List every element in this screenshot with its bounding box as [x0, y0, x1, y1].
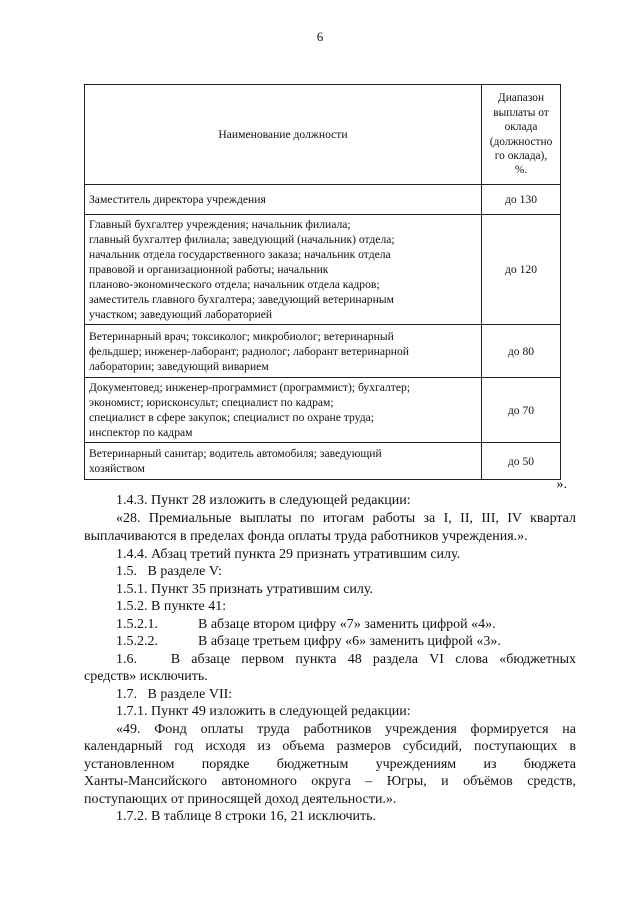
- table-row: [85, 185, 561, 215]
- position-name-line: хозяйством: [89, 462, 145, 475]
- page-number: 6: [316, 29, 324, 44]
- paragraph-1-5: 1.5. В разделе V:: [116, 564, 222, 579]
- header-position-name: Наименование должности: [85, 85, 482, 185]
- payment-range-cell: до 80: [482, 325, 561, 378]
- position-name-line: правовой и организационной работы; начальник: [89, 263, 329, 276]
- position-name-cell: [85, 325, 482, 378]
- position-name-line: участком; заведующий лабораторией: [89, 308, 273, 321]
- paragraph-1-7-1: 1.7.1. Пункт 49 изложить в следующей редакции:: [116, 704, 411, 719]
- position-name-line: специалист в сфере закупок; специалист по охране труда;: [89, 411, 374, 424]
- position-name-line: планово-экономического отдела; начальник отдела кадров;: [89, 278, 380, 291]
- paragraph-28-line-2: выплачиваются в пределах фонда оплаты труда работников учреждения.».: [84, 529, 528, 544]
- header-range-line: выплаты от: [493, 106, 549, 119]
- item-number: 1.5.2.1.: [116, 617, 158, 632]
- position-name-cell: [85, 443, 482, 480]
- paragraph-1-4-4: 1.4.4. Абзац третий пункта 29 признать утратившим силу.: [116, 547, 461, 562]
- payment-range-cell: до 70: [482, 378, 561, 443]
- paragraph-1-5-1: 1.5.1. Пункт 35 признать утратившим силу.: [116, 582, 373, 597]
- position-name-line: Заместитель директора учреждения: [89, 193, 266, 206]
- position-name-line: Документовед; инженер-программист (программист); бухгалтер;: [89, 381, 411, 394]
- paragraph-49-line-3: установленном порядке бюджетным учреждениям из бюджета: [84, 757, 576, 772]
- paragraph-1-6-line-1: 1.6. В абзаце первом пункта 48 раздела VI слова «бюджетных: [116, 652, 576, 667]
- table-header-row: [85, 85, 561, 185]
- payment-range-cell: до 130: [482, 185, 561, 215]
- header-range-line: Диапазон: [497, 92, 545, 105]
- paragraph-49-line-2: календарный год исходя из объема размеров субсидий, поступающих в: [84, 739, 576, 754]
- position-name-line: Ветеринарный санитар; водитель автомобиля; заведующий: [89, 447, 382, 460]
- paragraph-1-5-2-2: [116, 633, 576, 650]
- paragraph-1-7: 1.7. В разделе VII:: [116, 687, 233, 702]
- table-row: [85, 378, 561, 443]
- payment-range-cell: до 120: [482, 215, 561, 325]
- paragraph-49-line-5: поступающих от приносящей доход деятельности.».: [84, 792, 397, 807]
- header-range-line: %.: [514, 164, 528, 177]
- position-name-line: экономист; юрисконсульт; специалист по кадрам;: [89, 396, 334, 409]
- paragraph-1-5-2-1: [116, 616, 576, 633]
- position-name-line: Главный бухгалтер учреждения; начальник филиала;: [89, 218, 351, 231]
- position-name-cell: [85, 378, 482, 443]
- header-payment-range: [482, 85, 561, 185]
- header-range-line: го оклада),: [494, 149, 548, 162]
- position-name-line: Ветеринарный врач; токсиколог; микробиолог; ветеринарный: [89, 329, 394, 343]
- paragraph-49-line-1: «49. Фонд оплаты труда работников учреждения формируется на: [116, 722, 576, 737]
- position-name-line: фельдшер; инженер-лаборант; радиолог; лаборант ветеринарной: [89, 344, 410, 358]
- position-name-line: начальник отдела государственного заказа; начальник отдела: [89, 248, 391, 261]
- position-name-line: заместитель главного бухгалтера; заведующий ветеринарным: [89, 293, 394, 306]
- position-name-cell: [85, 185, 482, 215]
- table-row: [85, 215, 561, 325]
- paragraph-49-line-4: Ханты-Мансийского автономного округа – Югры, и объёмов средств,: [84, 774, 576, 789]
- item-text: В абзаце втором цифру «7» заменить цифрой «4».: [198, 617, 496, 632]
- paragraph-1-7-2: 1.7.2. В таблице 8 строки 16, 21 исключить.: [116, 809, 377, 824]
- item-text: В абзаце третьем цифру «6» заменить цифрой «3».: [198, 634, 501, 649]
- paragraph-28-line-1: «28. Премиальные выплаты по итогам работы за I, II, III, IV квартал: [116, 511, 576, 526]
- position-name-cell: [85, 215, 482, 325]
- header-range-line: оклада: [504, 121, 538, 134]
- position-name-line: лаборатории; заведующий виварием: [89, 359, 269, 373]
- position-name-line: инспектор по кадрам: [89, 426, 193, 439]
- header-range-line: (должностно: [489, 135, 553, 148]
- item-number: 1.5.2.2.: [116, 634, 158, 649]
- paragraph-1-6-line-2: средств» исключить.: [84, 669, 208, 684]
- payment-range-cell: до 50: [482, 443, 561, 480]
- position-name-line: главный бухгалтер филиала; заведующий (начальник) отдела;: [89, 233, 395, 246]
- paragraph-1-5-2: 1.5.2. В пункте 41:: [116, 599, 227, 614]
- table-row: [85, 443, 561, 480]
- table-closing-quote: ».: [556, 477, 567, 492]
- paragraph-1-4-3: 1.4.3. Пункт 28 изложить в следующей редакции:: [116, 493, 411, 508]
- table-row: [85, 325, 561, 378]
- positions-table: [84, 84, 561, 480]
